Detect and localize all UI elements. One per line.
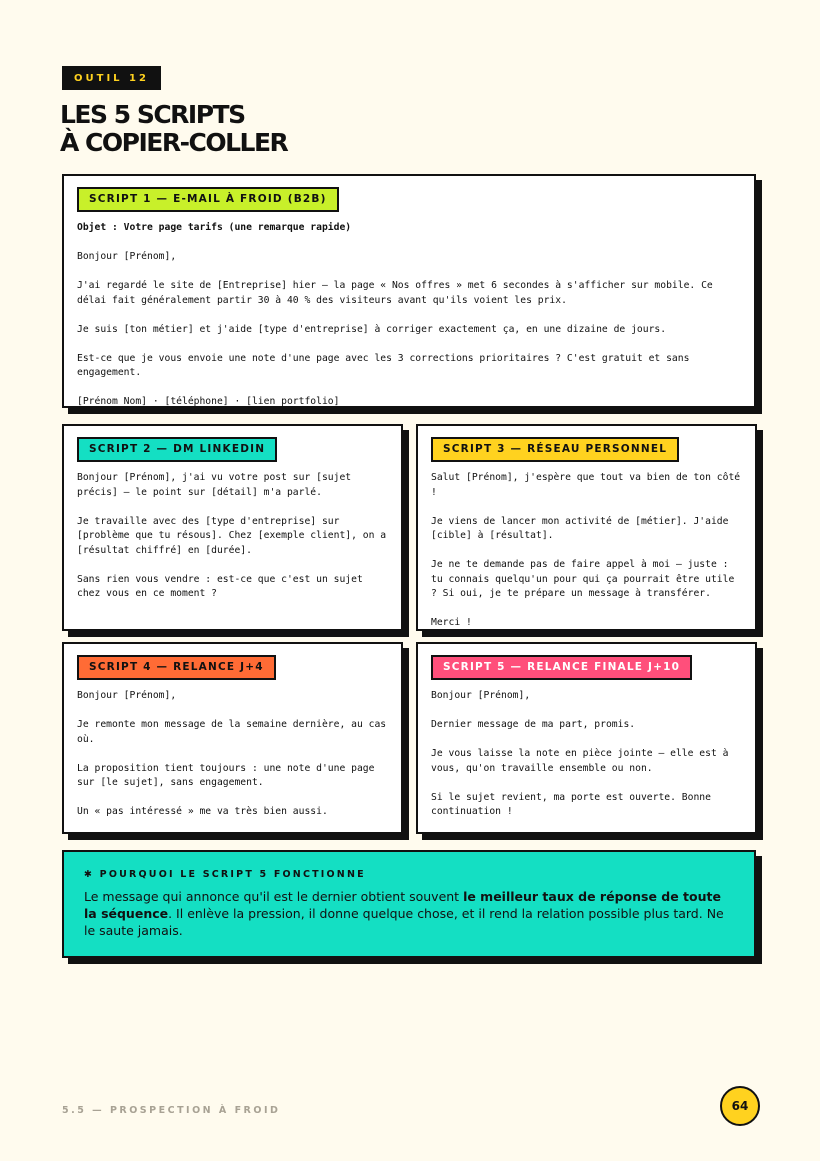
- callout-box: [62, 850, 756, 958]
- callout-text-start: Le message qui annonce qu'il est le dernier obtient souvent: [84, 889, 464, 904]
- script-1-paragraph-1: Bonjour [Prénom],: [77, 251, 177, 262]
- script-label-5: SCRIPT 5 — RELANCE FINALE J+10: [431, 655, 692, 680]
- script-4-paragraph-1: Bonjour [Prénom],: [77, 690, 177, 701]
- script-1-paragraph-3: Je suis [ton métier] et j'aide [type d'entreprise] à corriger exactement ça, en une dizaine de jours.: [77, 323, 667, 335]
- script-4-paragraph-3: La proposition tient toujours : une note d'une page sur [le sujet], sans engagement.: [77, 762, 375, 788]
- script-card-4: [62, 642, 403, 834]
- script-body-5: [431, 689, 742, 834]
- page-title-line-1: LES 5 SCRIPTS: [60, 100, 245, 129]
- script-label-4: SCRIPT 4 — RELANCE J+4: [77, 655, 276, 680]
- page-title-line-2: À COPIER-COLLER: [60, 128, 288, 157]
- callout-text: [84, 888, 734, 939]
- script-5-paragraph-1: Bonjour [Prénom],: [431, 690, 531, 701]
- page-number: 64: [720, 1086, 760, 1126]
- script-card-1: [62, 174, 756, 408]
- script-1-signature: [Prénom Nom] · [téléphone] · [lien portfolio]: [77, 396, 340, 407]
- script-5-paragraph-3: Je vous laisse la note en pièce jointe — elle est à vous, qu'on travaille ensemble ou non.: [431, 748, 729, 774]
- script-5-paragraph-2: Dernier message de ma part, promis.: [431, 719, 636, 730]
- footer-section: 5.5 — PROSPECTION À FROID: [62, 1105, 281, 1116]
- script-1-paragraph-4: Est-ce que je vous envoie une note d'une page avec les 3 corrections prioritaires ? C'est gratuit et sans engagement.: [77, 352, 690, 378]
- script-card-3: [416, 424, 757, 631]
- script-2-paragraph-3: Sans rien vous vendre : est-ce que c'est un sujet chez vous en ce moment ?: [77, 573, 363, 599]
- callout-text-bold: le meilleur taux de réponse de toute la séquence: [84, 889, 721, 921]
- script-body-3: [431, 471, 742, 645]
- script-label-3: SCRIPT 3 — RÉSEAU PERSONNEL: [431, 437, 679, 462]
- callout-text-end: . Il enlève la pression, il donne quelque chose, et il rend la relation possible plus tard. Ne le saute jamais.: [84, 906, 724, 938]
- script-4-paragraph-2: Je remonte mon message de la semaine dernière, au cas où.: [77, 719, 387, 745]
- page-title: [60, 101, 287, 157]
- script-1-paragraph-2: J'ai regardé le site de [Entreprise] hier — la page « Nos offres » met 6 secondes à s'afficher sur mobile. Ce délai fait généralement partir 30 à 40 % des visiteurs avant qu'ils voient les prix.: [77, 280, 713, 306]
- script-label-2: SCRIPT 2 — DM LINKEDIN: [77, 437, 277, 462]
- script-4-paragraph-4: Un « pas intéressé » me va très bien aussi.: [77, 806, 328, 817]
- script-body-1: [77, 221, 741, 424]
- script-3-paragraph-1: Salut [Prénom], j'espère que tout va bien de ton côté !: [431, 472, 741, 498]
- script-3-paragraph-2: Je viens de lancer mon activité de [métier]. J'aide [cible] à [résultat].: [431, 515, 729, 541]
- tool-tag: OUTIL 12: [62, 66, 161, 90]
- script-2-paragraph-2: Je travaille avec des [type d'entreprise] sur [problème que tu résous]. Chez [exemple client], on a [résultat chiffré] en [durée].: [77, 515, 387, 556]
- script-card-5: [416, 642, 757, 834]
- callout-heading: ✱ POURQUOI LE SCRIPT 5 FONCTIONNE: [84, 869, 366, 880]
- script-label-1: SCRIPT 1 — E-MAIL À FROID (B2B): [77, 187, 339, 212]
- script-2-paragraph-1: Bonjour [Prénom], j'ai vu votre post sur [sujet précis] — le point sur [détail] m'a parlé.: [77, 472, 352, 498]
- email-subject: Objet : Votre page tarifs (une remarque rapide): [77, 222, 352, 233]
- script-3-paragraph-3: Je ne te demande pas de faire appel à moi — juste : tu connais quelqu'un pour qui ça pourrait être utile ? Si oui, je te prépare un message à transférer.: [431, 559, 735, 599]
- script-3-paragraph-4: Merci !: [431, 617, 472, 628]
- script-5-paragraph-4: Si le sujet revient, ma porte est ouverte. Bonne continuation !: [431, 791, 711, 817]
- script-body-2: [77, 471, 388, 616]
- script-body-4: [77, 689, 388, 834]
- script-card-2: [62, 424, 403, 631]
